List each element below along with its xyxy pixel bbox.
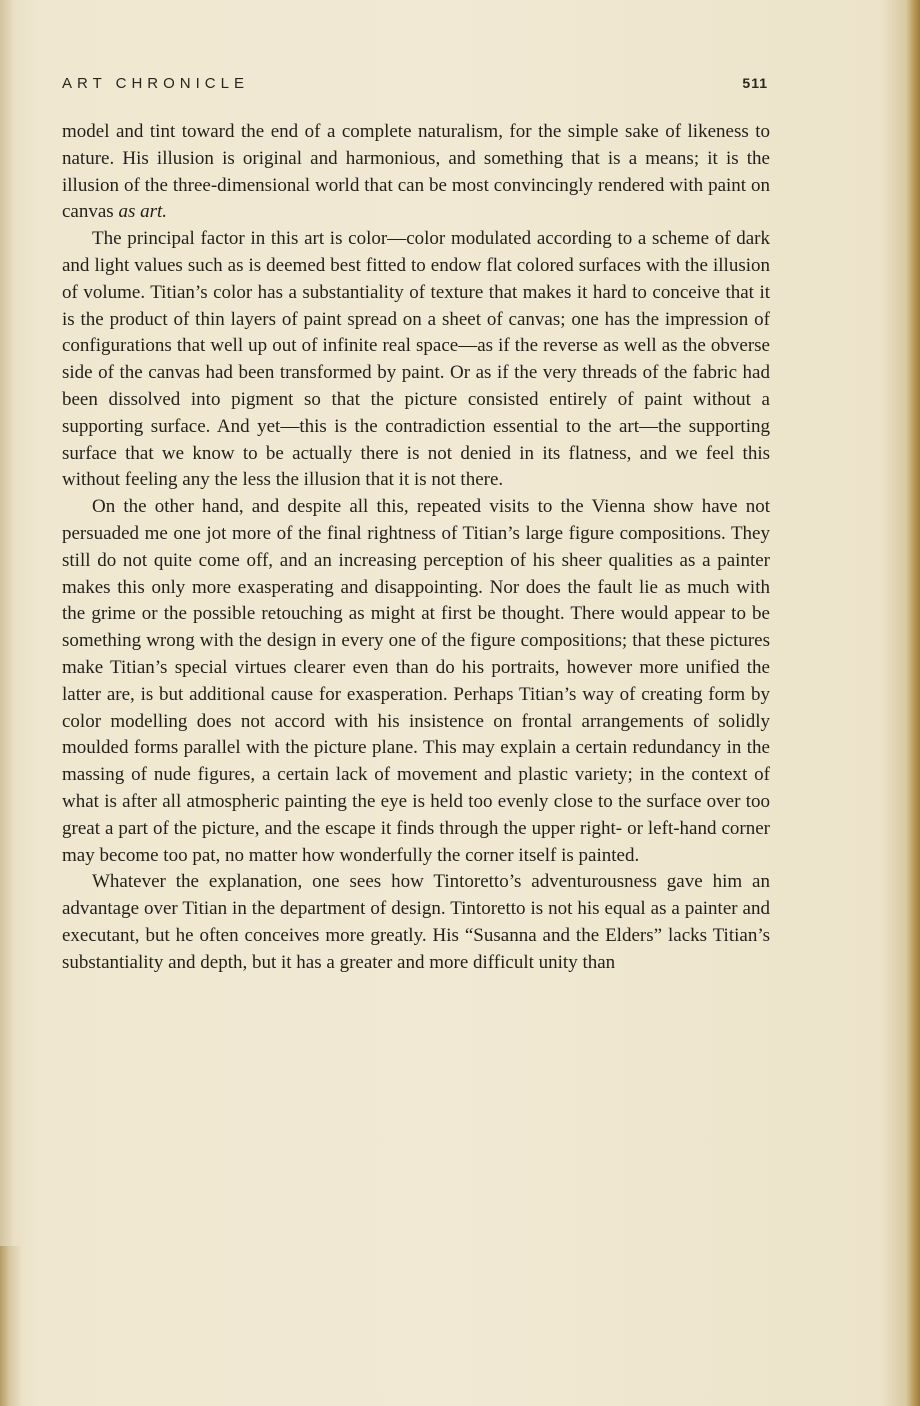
body-text <box>62 119 770 977</box>
page-edge-shadow <box>0 1246 22 1406</box>
page-number: 511 <box>742 75 768 91</box>
paragraph-4: Whatever the explanation, one sees how Tintoretto’s adventurousness gave him an advantage over Titian in the department of design. Tintoretto is not his equal as a painter and executant, but he often conceives more greatly. His “Susanna and the Elders” lacks Titian’s substantiality and depth, but it has a greater and more difficult unity than <box>62 871 770 973</box>
paragraph-1 <box>62 119 770 226</box>
running-title: ART CHRONICLE <box>62 75 249 92</box>
paragraph-1-text: model and tint toward the end of a complete naturalism, for the simple sake of likeness to nature. His illusion is original and harmonious, and something that is a means; it is the illusion of the three-dimensional world that can be most convincingly rendered with paint on canvas <box>62 121 770 223</box>
spine-shadow <box>0 0 14 1406</box>
paragraph-1-italic-text: as art. <box>118 201 168 223</box>
paragraph-3: On the other hand, and despite all this, repeated visits to the Vienna show have not persuaded me one jot more of the final rightness of Titian’s large figure compositions. They still do not quite come off, and an increasing perception of his sheer qualities as a painter makes this only more exasperating and disappointing. Nor does the fault lie as much with the grime or the possible retouching as might at first be thought. There would appear to be something wrong with the design in every one of the figure compositions; that these pictures make Titian’s special virtues clearer even than do his portraits, however more unified the latter are, is but additional cause for exasperation. Perhaps Titian’s way of creating form by color modelling does not accord with his insistence on frontal arrangements of solidly moulded forms parallel with the picture plane. This may explain a certain redundancy in the massing of nude figures, a certain lack of movement and plastic variety; in the context of what is after all atmospheric painting the eye is held too evenly close to the surface over too great a part of the picture, and the escape it finds through the upper right- or left-hand corner may become too pat, no matter how wonderfully the corner itself is painted. <box>62 496 770 866</box>
running-head <box>62 75 768 99</box>
paragraph-2: The principal factor in this art is color—color modulated according to a scheme of dark and light values such as is deemed best fitted to endow flat colored surfaces with the illusion of volume. Titian’s color has a substantiality of texture that makes it hard to conceive that it is the product of thin layers of paint spread on a sheet of canvas; one has the impression of configurations that well up out of infinite real space—as if the reverse as well as the obverse side of the canvas had been transformed by paint. Or as if the very threads of the fabric had been dissolved into pigment so that the picture consisted entirely of paint without a supporting surface. And yet—this is the contradiction essential to the art—the supporting surface that we know to be actually there is not denied in its flatness, and we feel this without feeling any the less the illusion that it is not there. <box>62 228 770 491</box>
